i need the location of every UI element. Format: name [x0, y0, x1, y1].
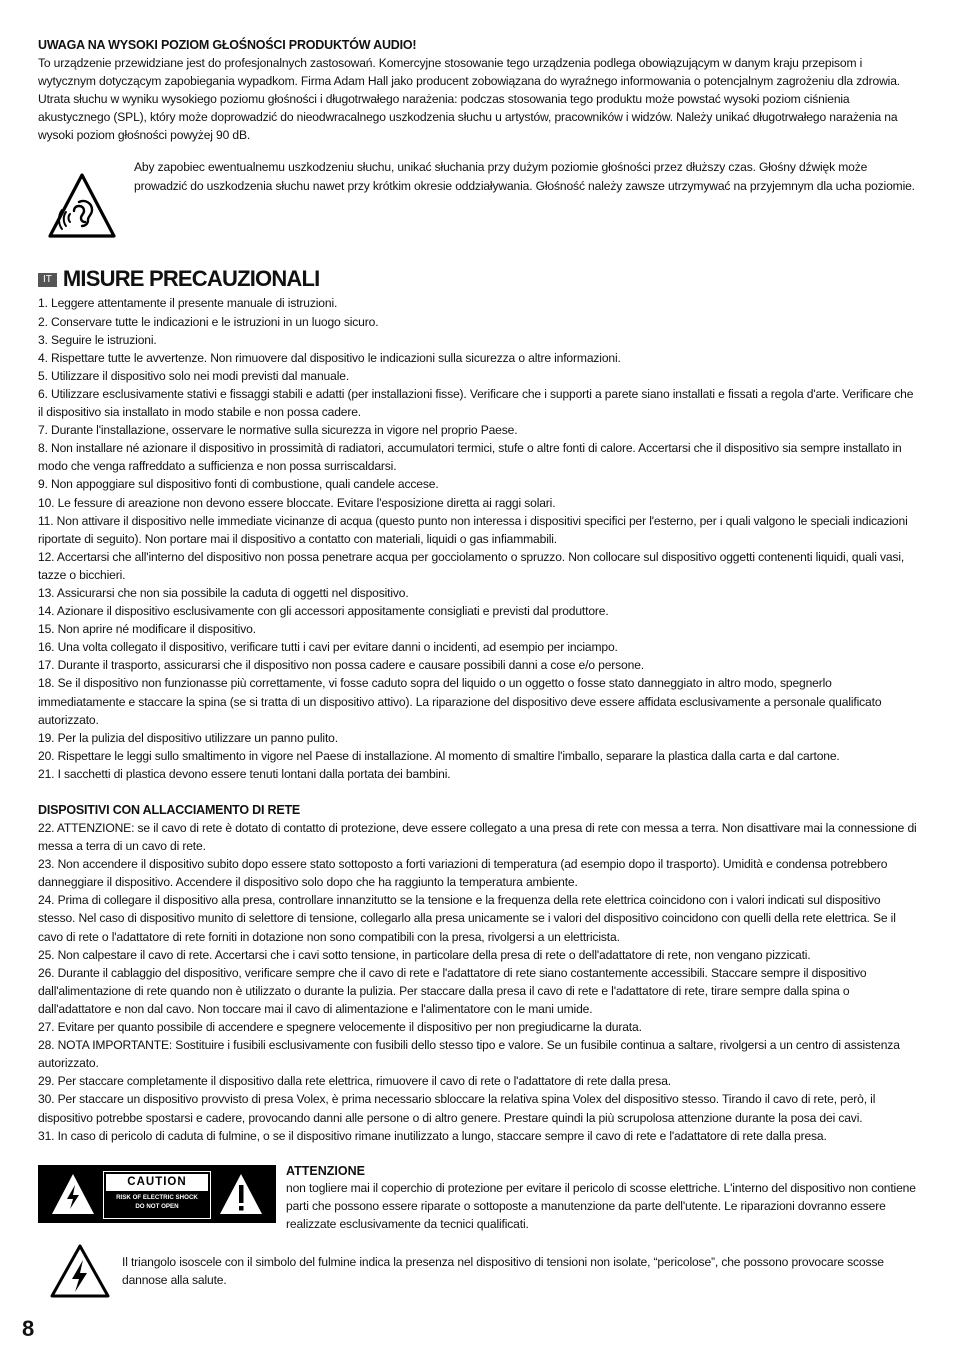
attention-block — [286, 1163, 918, 1233]
attention-body: non togliere mai il coperchio di protezione per evitare il pericolo di scosse elettriche. L'interno del dispositivo non contiene parti che possono essere riparate o sottoposte a manutenzione da parte dell'utente. Le riparazioni dovranno essere realizzate esclusivamente da tecnici qualificati. — [286, 1180, 916, 1231]
list-item: 14. Azionare il dispositivo esclusivamente con gli accessori appositamente consigliati e previsti dal produttore. — [38, 604, 609, 619]
lightning-note — [38, 1243, 918, 1299]
pl-warning-body: To urządzenie przewidziane jest do profesjonalnych zastosowań. Komercyjne stosowanie tego urządzenia podlega obowiązującym w danym kraju przepisom i wytycznym dotyczącym zapobiegania wypadkom. Firma Adam Hall jako producent zobowiązana do wyraźnego informowania o potencjalnym zagrożeniu dla zdrowia. Utrata słuchu w wyniku wysokiego poziomu głośności i długotrwałego narażenia: podczas stosowania tego produktu może powstać wysoki poziom ciśnienia akustycznego (SPL), który może doprowadzić do nieodwracalnego uszkodzenia słuchu u artystów, pracowników i widzów. Należy unikać długotrwałego narażenia na wysoki poziom głośności powyżej 90 dB. — [38, 56, 900, 143]
attention-title: ATTENZIONE — [286, 1163, 365, 1178]
list-item: 10. Le fessure di areazione non devono essere bloccate. Evitare l'esposizione diretta ai raggi solari. — [38, 495, 556, 510]
list-item: 3. Seguire le istruzioni. — [38, 332, 157, 347]
risk-text — [104, 1193, 210, 1211]
list-item: 24. Prima di collegare il dispositivo alla presa, controllare innanzitutto se la tensione e la frequenza della rete elettrica coincidono con i valori indicati sul dispositivo stesso. Nel caso di dispositivo munito di selettore di tensione, collegarlo alla presa unicamente se i valori del dispositivo coincidono con quelli della rete elettrica. Se il cavo di rete o l'adattatore di rete forniti in dotazione non sono compatibili con la presa, rivolgersi a un elettricista. — [38, 893, 896, 944]
list-item: 5. Utilizzare il dispositivo solo nei modi previsti dal manuale. — [38, 368, 350, 383]
list-item: 15. Non aprire né modificare il dispositivo. — [38, 622, 256, 637]
page-content — [38, 36, 918, 1299]
list-item: 19. Per la pulizia del dispositivo utilizzare un panno pulito. — [38, 730, 338, 745]
risk-line-1: RISK OF ELECTRIC SHOCK — [116, 1193, 198, 1201]
list-item: 26. Durante il cablaggio del dispositivo, verificare sempre che il cavo di rete e l'adattatore di rete siano costantemente accessibili. Staccare sempre il dispositivo dall'alimentazione di rete quando non è utilizzato o durante la pulizia. Per staccare dalla presa il cavo di rete e l'adattatore di rete, tirare sempre dalla spina o dall'adattatore e non dal cavo. Non toccare mai il cavo di alimentazione e l'alimentatore con le mani umide. — [38, 965, 867, 1016]
list-item: 23. Non accendere il dispositivo subito dopo essere stato sottoposto a forti variazioni di temperatura (ad esempio dopo il trasporto). Umidità e condensa potrebbero danneggiare il dispositivo. Accendere il dispositivo solo dopo che ha raggiunto la temperatura ambiente. — [38, 857, 888, 890]
list-item: 9. Non appoggiare sul dispositivo fonti di combustione, quali candele accese. — [38, 477, 439, 492]
list-item: 7. Durante l'installazione, osservare le normative sulla sicurezza in vigore nel proprio Paese. — [38, 423, 518, 438]
caution-text: CAUTION — [106, 1174, 208, 1191]
lightning-triangle-icon — [50, 1171, 96, 1217]
list-item: 27. Evitare per quanto possibile di accendere e spegnere velocemente il dispositivo per non pregiudicarne la durata. — [38, 1020, 642, 1035]
list-item: 22. ATTENZIONE: se il cavo di rete è dotato di contatto di protezione, deve essere collegato a una presa di rete con messa a terra. Non disattivare mai la connessione di messa a terra di un cavo di rete. — [38, 821, 917, 854]
it-section-header — [38, 266, 918, 292]
mains-list — [38, 819, 918, 1145]
lightning-warning-icon — [50, 1243, 110, 1299]
list-item: 29. Per staccare completamente il dispositivo dalla rete elettrica, rimuovere il cavo di rete o l'adattatore di rete dalla presa. — [38, 1074, 671, 1089]
list-item: 25. Non calpestare il cavo di rete. Accertarsi che i cavi sotto tensione, in particolare della presa di rete o dell'adattatore di rete, non vengano pizzicati. — [38, 947, 811, 962]
section-title: MISURE PRECAUZIONALI — [62, 266, 320, 292]
list-item: 18. Se il dispositivo non funzionasse più correttamente, vi fosse caduto sopra del liquido o un oggetto o fosse stato danneggiato in altro modo, spegnerlo immediatamente e staccare la spina (se si tratta di un dispositivo attivo). La riparazione del dispositivo deve essere affidata esclusivamente a personale qualificato autorizzato. — [38, 676, 882, 727]
caution-section — [38, 1163, 918, 1233]
list-item: 21. I sacchetti di plastica devono essere tenuti lontani dalla portata dei bambini. — [38, 766, 451, 781]
list-item: 16. Una volta collegato il dispositivo, verificare tutti i cavi per evitare danni o incidenti, ad esempio per inciampo. — [38, 640, 618, 655]
caution-box — [103, 1171, 211, 1219]
lightning-note-text: Il triangolo isoscele con il simbolo del fulmine indica la presenza nel dispositivo di tensioni non isolate, “pericolose”, che possono provocare scosse dannose alla salute. — [122, 1254, 884, 1288]
list-item: 20. Rispettare le leggi sullo smaltimento in vigore nel Paese di installazione. Al momento di smaltire l'imballo, separare la plastica dalla carta e dal cartone. — [38, 748, 840, 763]
language-badge: IT — [38, 273, 57, 287]
list-item: 13. Assicurarsi che non sia possibile la caduta di oggetti nel dispositivo. — [38, 585, 409, 600]
hearing-warning-text: Aby zapobiec ewentualnemu uszkodzeniu słuchu, unikać słuchania przy dużym poziomie głośności przez dłuższy czas. Głośny dźwięk może prowadzić do uszkodzenia słuchu nawet przy krótkim okresie oddziaływania. Głośność należy zawsze utrzymywać na przyjemnym dla ucha poziomie. — [134, 160, 915, 193]
list-item: 4. Rispettare tutte le avvertenze. Non rimuovere dal dispositivo le indicazioni sulla sicurezza o altre informazioni. — [38, 350, 621, 365]
list-item: 28. NOTA IMPORTANTE: Sostituire i fusibili esclusivamente con fusibili dello stesso tipo e valore. Se un fusibile continua a saltare, rivolgersi a un centro di assistenza autorizzato. — [38, 1038, 900, 1071]
list-item: 30. Per staccare un dispositivo provvisto di presa Volex, è prima necessario sbloccare la relativa spina Volex del dispositivo stesso. Tirando il cavo di rete, però, il dispositivo potrebbe spostarsi e cadere, provocando danni alle persone o di altro genere. Prestare quindi la più scrupolosa attenzione durante la posa dei cavi. — [38, 1092, 876, 1125]
page-number: 8 — [22, 1316, 34, 1341]
list-item: 11. Non attivare il dispositivo nelle immediate vicinanze di acqua (questo punto non interessa i dispositivi specifici per l'esterno, per i quali valgono le speciali indicazioni riportate di seguito). Non portare mai il dispositivo a contatto con materiali, liquidi o gas infiammabili. — [38, 513, 908, 546]
risk-line-2: DO NOT OPEN — [135, 1202, 179, 1210]
list-item: 17. Durante il trasporto, assicurarsi che il dispositivo non possa cadere e causare possibili danni a cose e/o persone. — [38, 658, 644, 673]
list-item: 6. Utilizzare esclusivamente stativi e fissaggi stabili e adatti (per installazioni fisse). Verificare che i supporti a parete siano installati e fissati a regola d'arte. Verificare che il dispositivo sia installato in modo stabile e non possa cadere. — [38, 386, 914, 420]
list-item: 8. Non installare né azionare il dispositivo in prossimità di radiatori, accumulatori termici, stufe o altre fonti di calore. Accertarsi che il dispositivo sia sempre installato in modo che venga raffreddato a sufficienza e non possa surriscaldarsi. — [38, 441, 902, 474]
hearing-damage-icon — [48, 172, 116, 240]
list-item: 2. Conservare tutte le indicazioni e le istruzioni in un luogo sicuro. — [38, 314, 379, 329]
list-item: 12. Accertarsi che all'interno del dispositivo non possa penetrare acqua per gocciolamento o spruzzo. Non collocare sul dispositivo oggetti contenenti liquidi, quali vasi, tazze o bicchieri. — [38, 549, 905, 582]
exclamation-triangle-icon — [218, 1171, 264, 1217]
hearing-warning — [38, 158, 918, 240]
precautions-list — [38, 294, 918, 783]
pl-warning-title: UWAGA NA WYSOKI POZIOM GŁOŚNOŚCI PRODUKTÓW AUDIO! — [38, 38, 417, 52]
list-item: 1. Leggere attentamente il presente manuale di istruzioni. — [38, 296, 338, 311]
caution-label — [38, 1165, 276, 1223]
list-item: 31. In caso di pericolo di caduta di fulmine, o se il dispositivo rimane inutilizzato a lungo, staccare sempre il cavo di rete e l'adattatore di rete dalla presa. — [38, 1128, 827, 1143]
mains-section-title: DISPOSITIVI CON ALLACCIAMENTO DI RETE — [38, 803, 301, 817]
